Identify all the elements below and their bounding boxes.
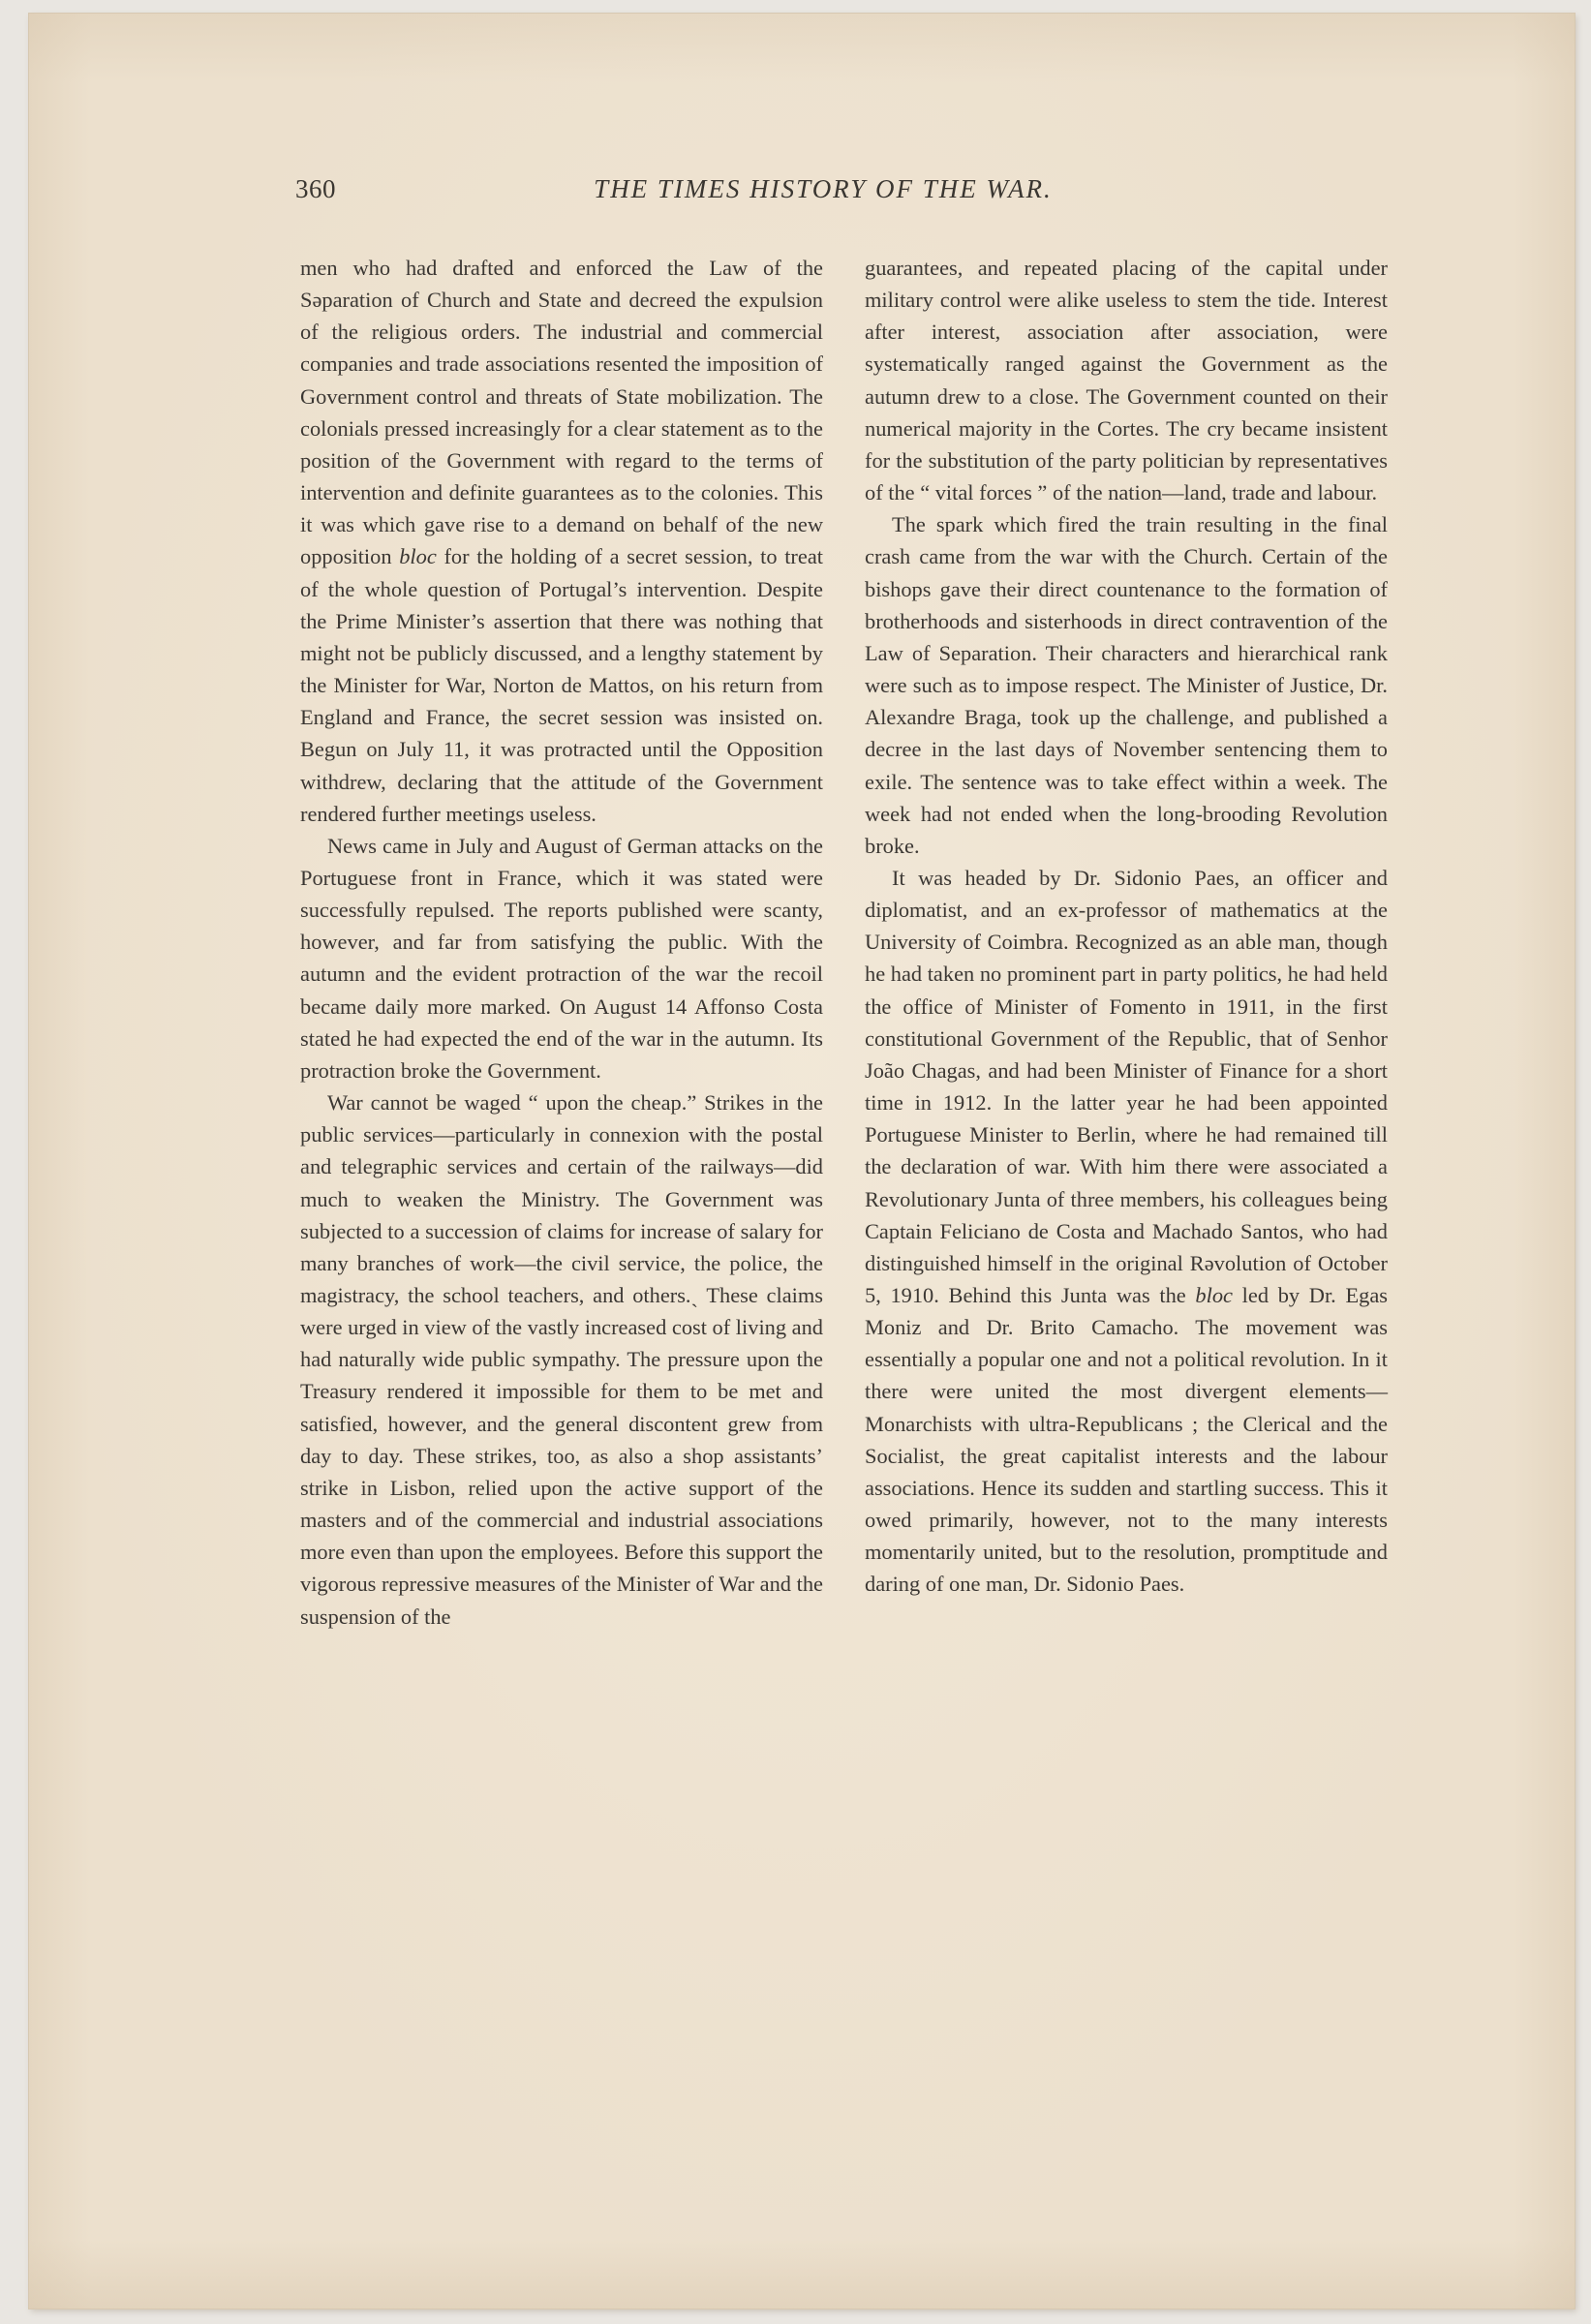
paragraph	[865, 862, 1388, 1601]
paragraph	[300, 252, 823, 830]
paragraph-text: for the holding of a secret session, to treat of the whole question of Portugal’s intervention. Despite the Prime Minister’s assertion that there was nothing that might not be publicly discussed, and a lengthy statement by the Minister for War, Norton de Mattos, on his return from England and France, the secret session was insisted on. Begun on July 11, it was protracted until the Opposition withdrew, declaring that the attitude of the Government rendered further meetings useless.	[300, 544, 823, 826]
paragraph-text: It was headed by Dr. Sidonio Paes, an officer and diplomatist, and an ex-professor of mathematics at the University of Coimbra. Recognized as an able man, though he had taken no prominent part in party politics, he had held the office of Minister of Fomento in 1911, in the first constitutional Government of the Republic, that of Senhor João Chagas, and had been Minister of Finance for a short time in 1912. In the latter year he had been appointed Portuguese Minister to Berlin, where he had remained till the declaration of war. With him there were associated a Revolutionary Junta of three members, his colleagues being Captain Feliciano de Costa and Machado Santos, who had distinguished himself in the original Rəvolution of October 5, 1910. Behind this Junta was the	[865, 865, 1388, 1307]
italic-word: bloc	[1195, 1283, 1233, 1307]
running-title: THE TIMES HISTORY OF THE WAR.	[594, 174, 1053, 203]
left-column	[300, 252, 823, 1633]
page-header	[295, 174, 1351, 213]
paragraph: guarantees, and repeated placing of the capital under military control were alike useless to stem the tide. Interest after interest, association after association, were systematically ranged against the Government as the autumn drew to a close. The Government counted on their numerical majority in the Cortes. The cry became insistent for the substitution of the party politician by representatives of the “ vital forces ” of the nation—land, trade and labour.	[865, 256, 1388, 505]
paragraph: The spark which fired the train resulting in the final crash came from the war with the Church. Certain of the bishops gave their direct countenance to the formation of brotherhoods and sisterhoods in direct contravention of the Law of Separation. Their characters and hierarchical rank were such as to impose respect. The Minister of Justice, Dr. Alexandre Braga, took up the challenge, and published a decree in the last days of November sentencing them to exile. The sentence was to take effect within a week. The week had not ended when the long-brooding Revolution broke.	[865, 512, 1388, 858]
paragraph: News came in July and August of German attacks on the Portuguese front in France, which it was stated were successfully repulsed. The reports published were scanty, however, and far from satisfying the public. With the autumn and the evident protraction of the war the recoil became daily more marked. On August 14 Affonso Costa stated he had expected the end of the war in the autumn. Its protraction broke the Government.	[300, 833, 823, 1083]
paragraph-text: men who had drafted and enforced the Law of the Səparation of Church and State and decreed the expulsion of the religious orders. The industrial and commercial companies and trade associations resented the imposition of Government control and threats of State mobilization. The colonials pressed increasingly for a clear statement as to the position of the Government with regard to the terms of intervention and definite guarantees as to the colonies. This it was which gave rise to a demand on behalf of the new opposition	[300, 256, 823, 569]
page-number: 360	[295, 174, 336, 203]
right-column	[865, 252, 1388, 1601]
paragraph-text: led by Dr. Egas Moniz and Dr. Brito Camacho. The movement was essentially a popular one and not a political revolution. In it there were united the most divergent elements—Monarchists with ultra-Republicans ; the Clerical and the Socialist, the great capitalist interests and the labour associations. Hence its sudden and startling success. This it owed primarily, however, not to the many interests momentarily united, but to the resolution, promptitude and daring of one man, Dr. Sidonio Paes.	[865, 1283, 1388, 1597]
italic-word: bloc	[399, 544, 437, 569]
paragraph: War cannot be waged “ upon the cheap.” Strikes in the public services—particularly in connexion with the postal and telegraphic services and certain of the railways—did much to weaken the Ministry. The Government was subjected to a succession of claims for increase of salary for many branches of work—the civil service, the police, the magistracy, the school teachers, and others.ˎ These claims were urged in view of the vastly increased cost of living and had naturally wide public sympathy. The pressure upon the Treasury rendered it impossible for them to be met and satisfied, however, and the general discontent grew from day to day. These strikes, too, as also a shop assistants’ strike in Lisbon, relied upon the active support of the masters and of the commercial and industrial associations more even than upon the employees. Before this support the vigorous repressive measures of the Minister of War and the suspension of the	[300, 1090, 823, 1629]
